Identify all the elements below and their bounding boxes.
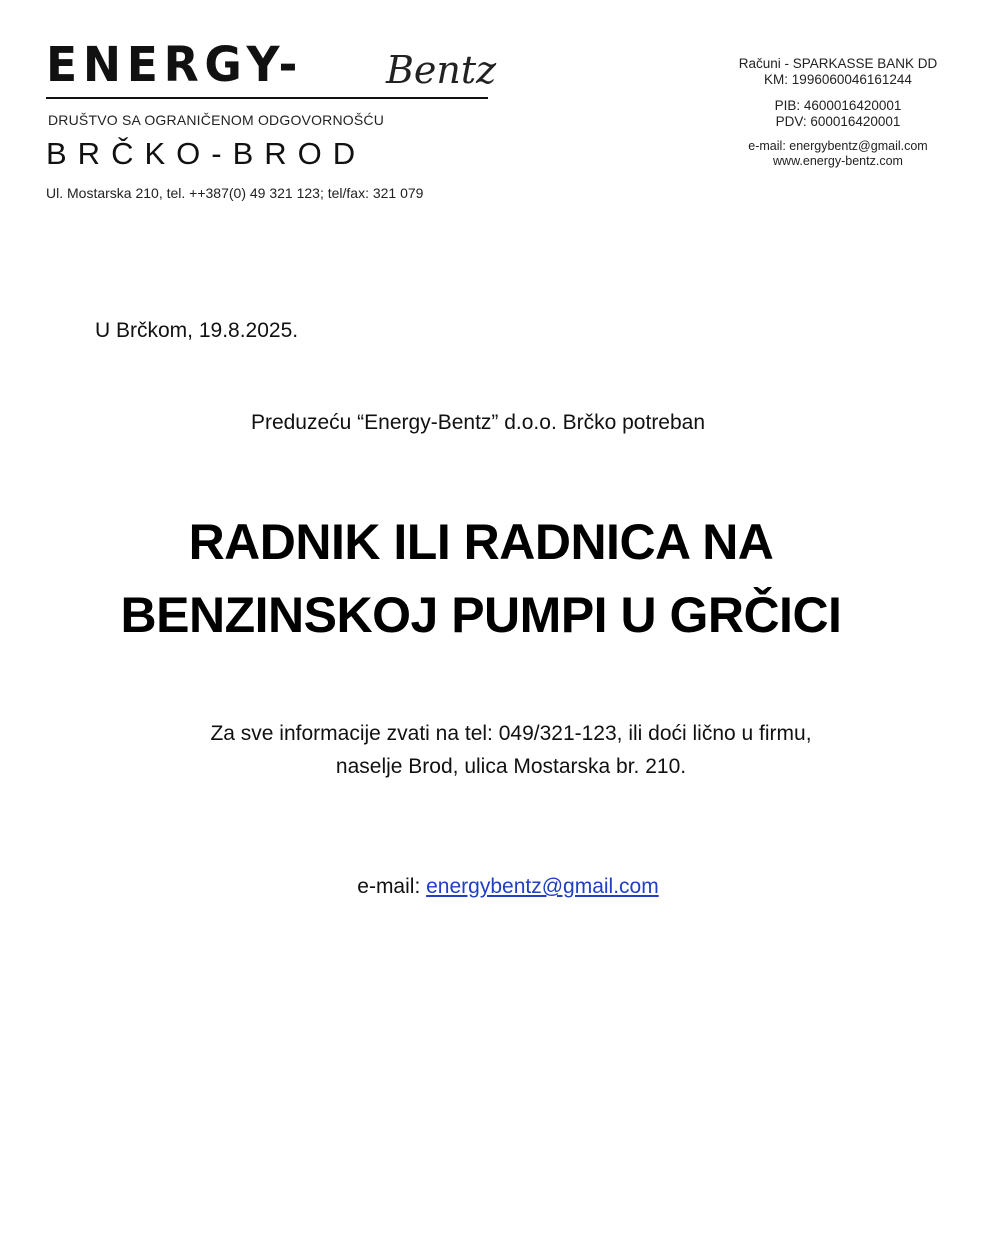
bank-line: Računi - SPARKASSE BANK DD <box>738 56 938 71</box>
pdv-line: PDV: 600016420001 <box>775 114 901 129</box>
letterhead-right <box>700 56 976 169</box>
pib-line: PIB: 4600016420001 <box>774 98 902 113</box>
email-link[interactable]: energybentz@gmail.com <box>426 875 659 898</box>
contact-info-line-1: Za sve informacije zvati na tel: 049/321-123, ili doći lično u firmu, <box>210 722 812 745</box>
headline-line-1: RADNIK ILI RADNICA NA <box>188 514 774 570</box>
intro-text: Preduzeću “Energy-Bentz” d.o.o. Brčko potreban <box>250 411 706 434</box>
contact-info <box>40 717 982 783</box>
logo-wordmark: ENERGY- <box>46 37 304 93</box>
logo-script: Bentz <box>386 48 497 92</box>
headline-line-2: BENZINSKOJ PUMPI U GRČICI <box>120 587 842 643</box>
document-date: U Brčkom, 19.8.2025. <box>95 319 299 342</box>
letterhead-email: e-mail: energybentz@gmail.com <box>748 139 928 153</box>
company-address: Ul. Mostarska 210, tel. ++387(0) 49 321 123; tel/fax: 321 079 <box>46 185 424 201</box>
email-label: e-mail: <box>357 875 427 898</box>
contact-info-line-2: naselje Brod, ulica Mostarska br. 210. <box>335 755 687 778</box>
company-legal-form: DRUŠTVO SA OGRANIČENOM ODGOVORNOŠĆU <box>48 112 385 128</box>
letterhead-left <box>46 37 506 201</box>
job-headline <box>0 506 962 652</box>
account-line: KM: 1996060046161244 <box>764 72 912 87</box>
company-city: BRČKO-BROD <box>46 136 367 171</box>
email-line <box>0 875 982 899</box>
letterhead-website: www.energy-bentz.com <box>773 154 903 168</box>
logo-underline-divider <box>46 97 488 99</box>
company-logo <box>46 38 506 92</box>
